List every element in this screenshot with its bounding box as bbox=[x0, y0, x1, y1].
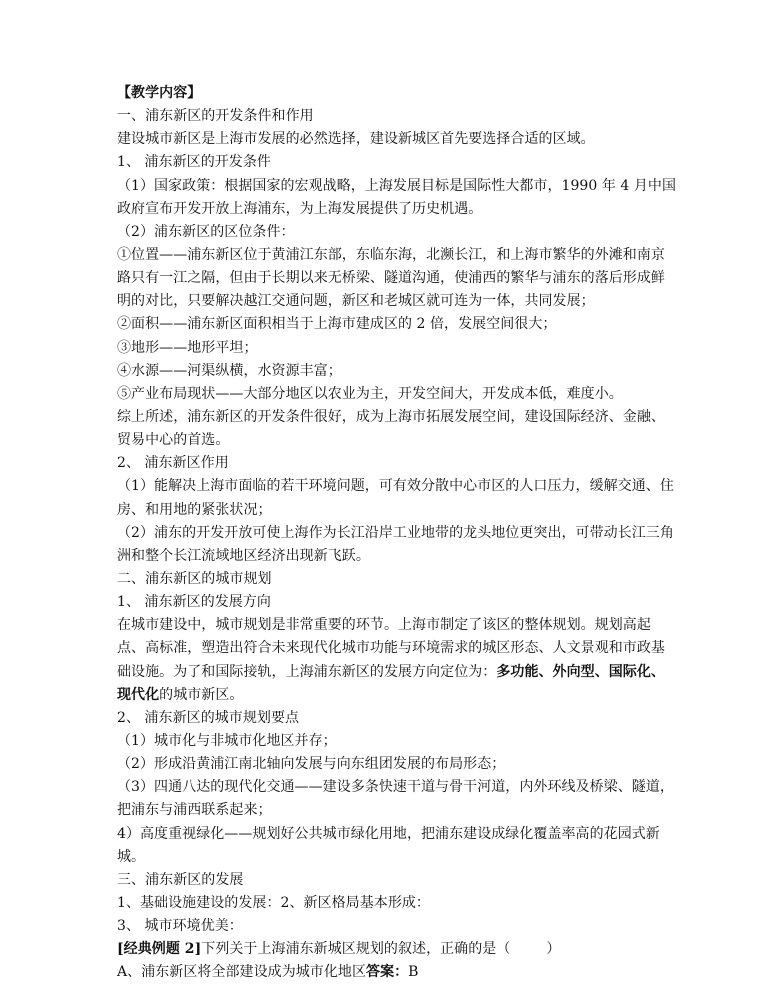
direction-line-3-text: 础设施。为了和国际接轨，上海浦东新区的发展方向定位为： bbox=[117, 663, 497, 680]
summary-line-2: 贸易中心的首选。 bbox=[117, 432, 230, 449]
direction-emphasis-end: 现代化 bbox=[117, 686, 160, 703]
answer-label: 答案： bbox=[366, 964, 409, 981]
policy-line-2: 政府宣布开发开放上海浦东，为上海发展提供了历史机遇。 bbox=[117, 200, 483, 217]
subsection-1-2-title: 2、 浦东新区作用 bbox=[117, 455, 229, 472]
location-4: ④水源——河渠纵横，水资源丰富； bbox=[117, 362, 342, 379]
plan-1: （1）城市化与非城市化地区并存； bbox=[117, 732, 337, 749]
location-1-line-2: 路只有一江之隔，但由于长期以来无桥梁、隧道沟通，使浦西的繁华与浦东的落后形成鲜 bbox=[117, 270, 665, 287]
section-heading: 【教学内容】 bbox=[117, 85, 202, 101]
direction-line-3 bbox=[117, 661, 665, 684]
section-2-title: 二、浦东新区的城市规划 bbox=[117, 570, 272, 587]
direction-line-4 bbox=[117, 684, 662, 707]
section-1-title: 一、浦东新区的开发条件和作用 bbox=[117, 108, 314, 125]
subsection-1-1-title: 1、 浦东新区的开发条件 bbox=[117, 154, 271, 171]
role-1-line-1: （1）能解决上海市面临的若干环境问题，可有效分散中心市区的人口压力，缓解交通、住 bbox=[117, 478, 674, 495]
option-a-text: A、浦东新区将全部建设成为城市化地区 bbox=[117, 964, 367, 981]
location-5: ⑤产业布局现状——大部分地区以农业为主，开发空间大，开发成本低，难度小。 bbox=[117, 385, 623, 402]
intro-paragraph: 建设城市新区是上海市发展的必然选择，建设新城区首先要选择合适的区域。 bbox=[117, 131, 595, 148]
section-3-title: 三、浦东新区的发展 bbox=[117, 871, 244, 888]
development-1: 1、基础设施建设的发展：2、新区格局基本形成： bbox=[117, 894, 430, 911]
example-text-end: ） bbox=[546, 941, 561, 958]
direction-line-4-text: 的城市新区。 bbox=[159, 686, 244, 703]
location-2: ②面积——浦东新区面积相当于上海市建成区的 2 倍，发展空间很大； bbox=[117, 316, 557, 333]
policy-line-1: （1）国家政策：根据国家的宏观战略，上海发展目标是国际性大都市，1990 年 4 月中国 bbox=[117, 177, 676, 194]
role-2-line-2: 洲和整个长江流域地区经济出现新飞跃。 bbox=[117, 547, 370, 564]
location-1-line-1: ①位置——浦东新区位于黄浦江东部，东临东海，北濒长江，和上海市繁华的外滩和南京 bbox=[117, 246, 665, 263]
example-label: [经典例题 2] bbox=[117, 941, 202, 958]
subsection-2-1-title: 1、 浦东新区的发展方向 bbox=[117, 594, 271, 611]
direction-emphasis: 多功能、外向型、国际化、 bbox=[496, 663, 665, 680]
plan-3-line-1: （3）四通八达的现代化交通——建设多条快速干道与骨干河道，内外环线及桥梁、隧道， bbox=[117, 779, 674, 796]
role-2-line-1: （2）浦东的开发开放可使上海作为长江沿岸工业地带的龙头地位更突出，可带动长江三角 bbox=[117, 524, 674, 541]
location-1-line-3: 明的对比，只要解决越江交通问题，新区和老城区就可连为一体，共同发展； bbox=[117, 293, 595, 310]
subsection-2-2-title: 2、 浦东新区的城市规划要点 bbox=[117, 709, 300, 726]
answer-value: B bbox=[408, 964, 419, 981]
location-3: ③地形——地形平坦； bbox=[117, 339, 258, 356]
plan-2: （2）形成沿黄浦江南北轴向发展与向东组团发展的布局形态； bbox=[117, 756, 506, 773]
summary-line-1: 综上所述，浦东新区的开发条件很好，成为上海市拓展发展空间，建设国际经济、金融、 bbox=[117, 408, 665, 425]
document-body bbox=[117, 82, 676, 984]
plan-4-line-2: 城。 bbox=[117, 848, 146, 865]
plan-4-line-1: 4）高度重视绿化——规划好公共城市绿化用地，把浦东建设成绿化覆盖率高的花园式新 bbox=[117, 825, 660, 842]
development-3: 3、 城市环境优美： bbox=[117, 918, 243, 935]
plan-3-line-2: 把浦东与浦西联系起来； bbox=[117, 802, 272, 819]
example-question bbox=[117, 938, 662, 961]
direction-line-1: 在城市建设中，城市规划是非常重要的环节。上海市制定了该区的整体规划。规划高起 bbox=[117, 617, 651, 634]
role-1-line-2: 房、和用地的紧张状况； bbox=[117, 501, 272, 518]
example-text: 下列关于上海浦东新城区规划的叙述，正确的是（ bbox=[201, 941, 511, 958]
direction-line-2: 点、高标准，塑造出符合未来现代化城市功能与环境需求的城区形态、人文景观和市政基 bbox=[117, 640, 665, 657]
option-a bbox=[117, 961, 662, 984]
location-title: （2）浦东新区的区位条件： bbox=[117, 223, 295, 240]
